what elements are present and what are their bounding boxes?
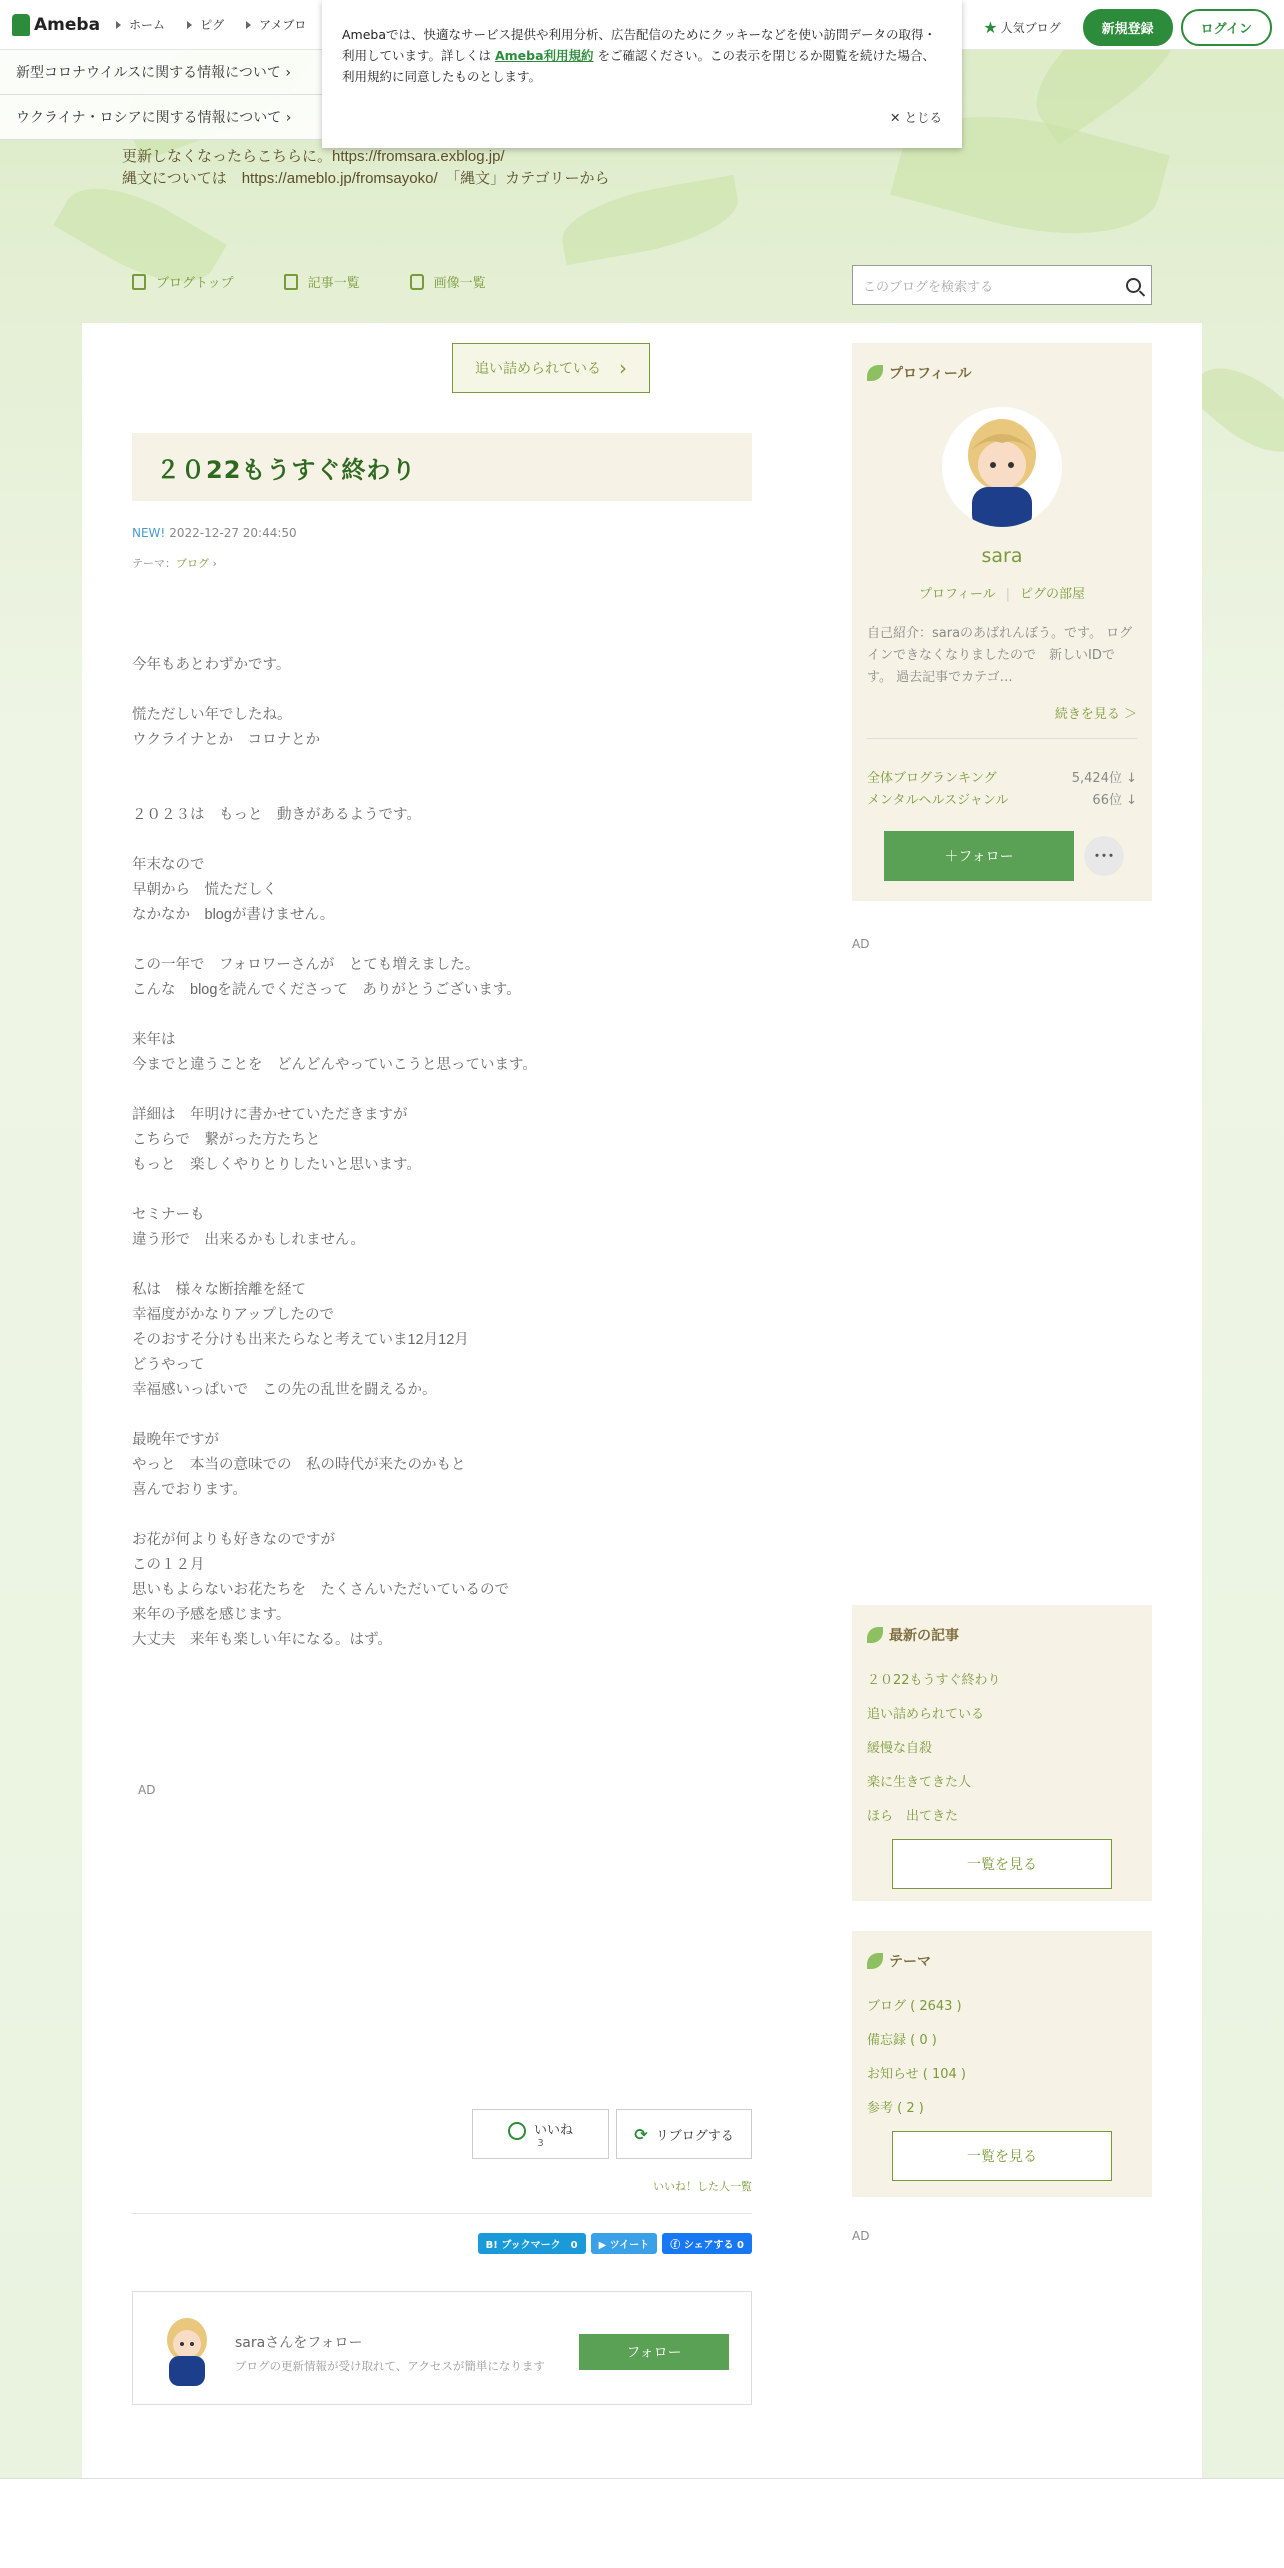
cookie-consent-dialog: Amebaでは、快適なサービス提供や利用分析、広告配信のためにクッキーなどを使い訪問データの取得・利用しています。詳しくは Ameba利用規約 をご確認ください。この表示を閉じるか閲覧を続けた場合、利用規約に同意したものとします。 ✕ とじる (322, 0, 962, 148)
post-paragraph: 早朝から 慌ただしく (132, 882, 277, 898)
reblog-button[interactable]: ⟳ リブログする (616, 2109, 752, 2159)
follow-title: saraさんをフォロー (235, 2335, 363, 2351)
post-paragraph: やっと 本当の意味での 私の時代が来たのかもと (132, 1457, 466, 1473)
leaf-icon (867, 365, 883, 381)
profile-links: プロフィール | ピグの部屋 (918, 587, 1086, 602)
post-paragraph: 慌ただしい年でしたね。 (132, 707, 292, 723)
post-paragraph: 喜んでおります。 (132, 1482, 247, 1498)
recent-post-item[interactable]: ほら 出てきた (867, 1809, 959, 1824)
footer (0, 2478, 1284, 2568)
post-paragraph (132, 678, 752, 703)
entry-list-link[interactable]: 記事一覧 (284, 272, 360, 291)
post-paragraph (132, 1003, 752, 1028)
copy-icon (284, 274, 298, 290)
post-theme: テーマ：ブログ › (132, 557, 217, 570)
recent-posts-panel (852, 1605, 1152, 1901)
cookie-close-button[interactable]: ✕ とじる (890, 110, 942, 125)
post-paragraph: 幸福度がかなりアップしたので (132, 1307, 334, 1323)
genre-ranking[interactable]: メンタルヘルスジャンル 66位 ↓ (867, 793, 1137, 808)
more-options-button[interactable]: ･･･ (1084, 836, 1124, 876)
ameba-logo-icon (12, 14, 30, 36)
blog-top-link[interactable]: ブログトップ (132, 272, 234, 291)
leaf-icon (867, 1627, 883, 1643)
themes-heading: テーマ (867, 1951, 1137, 1971)
post-paragraph: 幸福感いっぱいで この先の乱世を闘えるか。 (132, 1382, 437, 1398)
nav-ameblo[interactable]: アメブロ (246, 16, 306, 33)
post-paragraph: 最晩年ですが (132, 1432, 219, 1448)
recent-post-item[interactable]: ２０22もうすぐ終わり (867, 1673, 1001, 1688)
new-badge: NEW! (132, 526, 166, 540)
theme-link[interactable]: ブログ (176, 557, 209, 570)
post-paragraph: もっと 楽しくやりとりしたいと思います。 (132, 1157, 421, 1173)
search-icon[interactable] (1126, 278, 1141, 293)
recent-post-item[interactable]: 緩慢な自殺 (867, 1741, 933, 1756)
chevron-right-icon: › (619, 356, 627, 380)
tweet-button[interactable]: ▶ ツイート (591, 2233, 658, 2254)
post-paragraph: そのおすそ分けも出来たらなと考えていま12月12月 (132, 1332, 469, 1348)
divider (867, 738, 1137, 739)
post-paragraph (132, 628, 752, 653)
twitter-icon: ▶ (598, 2240, 610, 2251)
post-paragraph (132, 1178, 752, 1203)
theme-item[interactable]: 備忘録 ( 0 ) (867, 2033, 937, 2048)
profile-description: 自己紹介：saraのあばれんぼう。です。 ログインできなくなりましたので 新しいIDです。 過去記事でカテゴ… (867, 626, 1133, 685)
post-paragraph: 詳細は 年明けに書かせていただきますが (132, 1107, 408, 1123)
recent-see-all-button[interactable]: 一覧を見る (892, 1839, 1112, 1889)
post-paragraph: 来年は (132, 1032, 176, 1048)
pigg-room-link[interactable]: ピグの部屋 (1020, 587, 1086, 602)
post-paragraph: この一年で フォロワーさんが とても増えました。 (132, 957, 480, 973)
blog-nav (132, 272, 536, 291)
post-paragraph: こんな blogを読んでくださって ありがとうございます。 (132, 982, 521, 998)
post-paragraph: ウクライナとか コロナとか (132, 732, 321, 748)
avatar-image (942, 407, 1062, 527)
header-actions (983, 9, 1272, 46)
post-paragraph: 私は 様々な断捨離を経て (132, 1282, 306, 1298)
recent-post-item[interactable]: 追い詰められている (867, 1707, 985, 1722)
post-body (132, 628, 752, 1653)
like-count: 3 (537, 2137, 544, 2149)
sidebar-ad-label: AD (852, 937, 870, 951)
post-paragraph: 年末なので (132, 857, 205, 873)
post-datetime: 2022-12-27 20:44:50 (169, 526, 297, 540)
post-paragraph: この１２月 (132, 1557, 205, 1573)
previous-post-button[interactable]: 追い詰められている › (452, 343, 650, 393)
camera-icon (410, 274, 424, 290)
themes-see-all-button[interactable]: 一覧を見る (892, 2131, 1112, 2181)
read-more-link[interactable]: 続きを見る ＞ (1054, 707, 1137, 722)
register-button[interactable]: 新規登録 (1083, 9, 1173, 46)
divider (132, 2213, 752, 2214)
nav-pigg[interactable]: ピグ (187, 16, 224, 33)
profile-name[interactable]: sara (981, 545, 1023, 567)
post-paragraph: 大丈夫 来年も楽しい年になる。はず。 (132, 1632, 392, 1648)
ukraine-notice[interactable]: ウクライナ・ロシアに関する情報について › (0, 95, 330, 140)
post-paragraph (132, 828, 752, 853)
profile-link[interactable]: プロフィール (918, 587, 996, 602)
post-paragraph (132, 778, 752, 803)
terms-link[interactable]: Ameba利用規約 (494, 48, 594, 63)
facebook-share-button[interactable]: ⓕ シェアする 0 (662, 2233, 752, 2254)
post-paragraph: 今年もあとわずかです。 (132, 657, 291, 673)
main-content (82, 323, 1202, 2480)
profile-follow-button[interactable]: ＋フォロー (884, 831, 1074, 881)
post-meta (132, 526, 297, 540)
profile-panel (852, 343, 1152, 901)
post-paragraph (132, 1503, 752, 1528)
post-paragraph: ２０２３は もっと 動きがあるようです。 (132, 807, 421, 823)
theme-item[interactable]: 参考 ( 2 ) (867, 2101, 924, 2116)
avatar (155, 2316, 219, 2386)
leaf-icon (867, 1953, 883, 1969)
overall-ranking[interactable]: 全体ブログランキング 5,424位 ↓ (867, 771, 1137, 786)
follow-subtitle: ブログの更新情報が受け取れて、アクセスが簡単になります (235, 2359, 545, 2373)
profile-heading: プロフィール (867, 363, 972, 383)
reblog-icon: ⟳ (634, 2124, 648, 2144)
post-paragraph (132, 753, 752, 778)
login-button[interactable]: ログイン (1181, 9, 1272, 46)
post-paragraph: 今までと違うことを どんどんやっていこうと思っています。 (132, 1057, 537, 1073)
hatena-bookmark-button[interactable]: B! ブックマーク 0 (478, 2233, 586, 2254)
post-paragraph: なかなか blogが書けません。 (132, 907, 335, 923)
likers-link[interactable]: いいね！した人一覧 (653, 2180, 752, 2193)
sidebar-ad-label-2: AD (852, 2229, 870, 2243)
theme-item[interactable]: ブログ ( 2643 ) (867, 1999, 962, 2014)
blog-search-input[interactable]: このブログを検索する (852, 265, 1152, 305)
recent-post-item[interactable]: 楽に生きてきた人 (867, 1775, 972, 1790)
recent-heading: 最新の記事 (867, 1625, 1137, 1645)
ameba-logo[interactable]: Ameba (12, 14, 100, 36)
ad-label: AD (138, 1783, 156, 1797)
document-icon (132, 274, 146, 290)
like-button[interactable]: いいね 3 (472, 2109, 609, 2159)
post-title[interactable]: ２０22もうすぐ終わり (156, 455, 417, 484)
blog-description: 更新しなくなったらこちらに。https://fromsara.exblog.jp/ 縄文については https://ameblo.jp/fromsayoko/ 「縄文」カテゴリーから (122, 148, 610, 187)
post-paragraph: どうやって (132, 1357, 205, 1373)
popular-blog-link[interactable]: ★ 人気ブログ (983, 18, 1061, 37)
smile-icon (508, 2122, 526, 2140)
follow-button[interactable]: フォロー (579, 2334, 729, 2370)
post-paragraph: 違う形で 出来るかもしれません。 (132, 1232, 365, 1248)
themes-panel (852, 1931, 1152, 2197)
star-icon: ★ (983, 18, 998, 37)
post-paragraph: 来年の予感を感じます。 (132, 1607, 291, 1623)
post-paragraph: 思いもよらないお花たちを たくさんいただいているので (132, 1582, 509, 1598)
nav-home[interactable]: ホーム (116, 16, 165, 33)
post-paragraph: セミナーも (132, 1207, 205, 1223)
follow-box (132, 2291, 752, 2405)
theme-item[interactable]: お知らせ ( 104 ) (867, 2067, 966, 2082)
post-paragraph (132, 928, 752, 953)
post-title-box (132, 433, 752, 501)
share-buttons (473, 2233, 752, 2254)
profile-avatar[interactable] (942, 407, 1062, 527)
image-list-link[interactable]: 画像一覧 (410, 272, 486, 291)
post-paragraph (132, 1253, 752, 1278)
post-paragraph (132, 1078, 752, 1103)
covid-notice[interactable]: 新型コロナウイルスに関する情報について › (0, 50, 330, 95)
post-paragraph: こちらで 繋がった方たちと (132, 1132, 321, 1148)
post-paragraph (132, 1403, 752, 1428)
facebook-icon: ⓕ (670, 2240, 684, 2251)
post-paragraph: お花が何よりも好きなのですが (132, 1532, 335, 1548)
